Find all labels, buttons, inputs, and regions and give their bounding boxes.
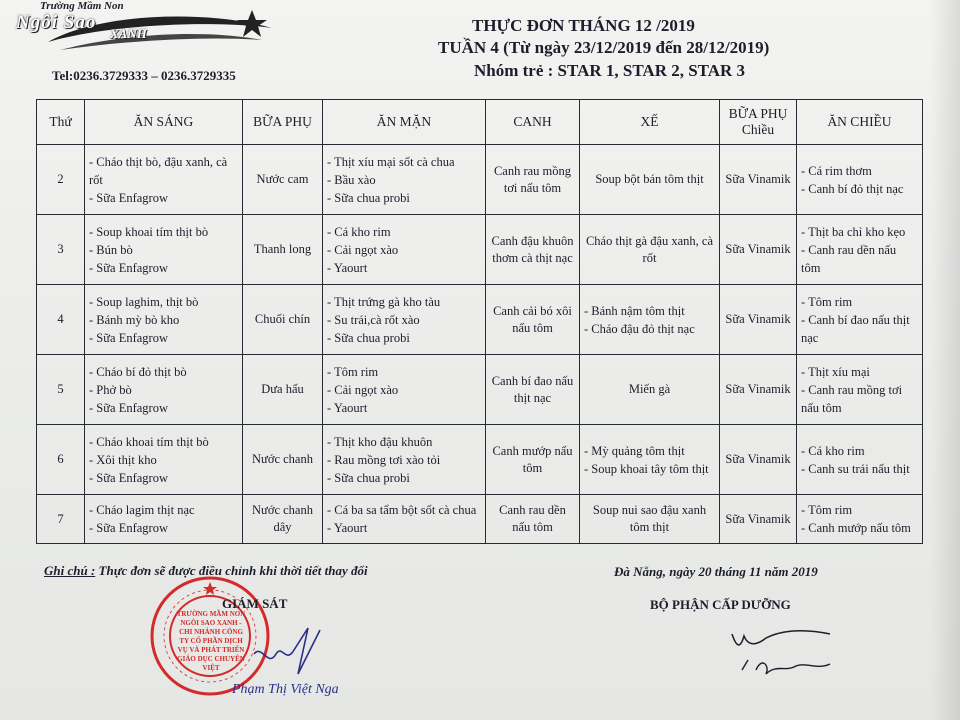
menu-item: - Canh mướp nấu tôm: [801, 519, 918, 537]
phone-numbers: Tel:0236.3729333 – 0236.3729335: [52, 68, 236, 83]
menu-item: - Tôm rim: [327, 363, 481, 381]
cell-afternoon-snack: Cháo thịt gà đậu xanh, cà rốt: [580, 215, 720, 285]
menu-item: - Sữa chua probi: [327, 329, 481, 347]
menu-item: - Canh bí đao nấu thịt nạc: [801, 311, 918, 347]
menu-item: - Soup laghim, thịt bò: [89, 293, 238, 311]
cell-breakfast: [85, 495, 243, 544]
menu-title: THỰC ĐƠN THÁNG 12 /2019: [472, 16, 695, 35]
cell-lunch: [323, 495, 486, 544]
cell-breakfast: [85, 145, 243, 215]
cell-lunch: [323, 285, 486, 355]
cell-pm-snack: Sữa Vinamik: [720, 425, 797, 495]
cell-pm-snack: Sữa Vinamik: [720, 285, 797, 355]
cell-day: 7: [37, 495, 85, 544]
table-header-row: [37, 100, 923, 145]
menu-table: [36, 99, 923, 544]
cell-day: 2: [37, 145, 85, 215]
table-row: [37, 145, 923, 215]
menu-item: - Thịt trứng gà kho tàu: [327, 293, 481, 311]
header-lunch: ĂN MẶN: [323, 100, 486, 145]
cell-lunch: [323, 425, 486, 495]
cell-soup: Canh đậu khuôn thơm cà thịt nạc: [486, 215, 580, 285]
menu-item: - Canh su trái nấu thịt: [801, 460, 918, 478]
menu-item: - Bầu xào: [327, 171, 481, 189]
cell-pm-snack: Sữa Vinamik: [720, 215, 797, 285]
cell-soup: Canh mướp nấu tôm: [486, 425, 580, 495]
cell-pm-snack: Sữa Vinamik: [720, 495, 797, 544]
cell-snack: Dưa hấu: [243, 355, 323, 425]
menu-item: - Thịt xíu mại: [801, 363, 918, 381]
cell-dinner: [797, 495, 923, 544]
note-label: Ghi chú :: [44, 563, 96, 578]
cell-afternoon-snack: Soup nui sao đậu xanh tôm thịt: [580, 495, 720, 544]
kitchen-label: BỘ PHẬN CẤP DƯỠNG: [650, 597, 791, 612]
cell-lunch: [323, 355, 486, 425]
menu-item: - Bún bò: [89, 241, 238, 259]
menu-item: - Sữa Enfagrow: [89, 259, 238, 277]
menu-item: - Yaourt: [327, 519, 481, 537]
header-afternoon-snack: XẾ: [580, 100, 720, 145]
table-body: [37, 145, 923, 544]
cell-soup: Canh cải bó xôi nấu tôm: [486, 285, 580, 355]
table-row: [37, 215, 923, 285]
menu-item: - Thịt xíu mại sốt cà chua: [327, 153, 481, 171]
table-row: [37, 425, 923, 495]
menu-item: - Sữa Enfagrow: [89, 329, 238, 347]
logo-top-text: Trường Mầm Non: [40, 0, 124, 12]
cell-snack: Nước chanh: [243, 425, 323, 495]
cell-afternoon-snack: [580, 425, 720, 495]
cell-pm-snack: Sữa Vinamik: [720, 355, 797, 425]
header-dinner: ĂN CHIỀU: [797, 100, 923, 145]
menu-item: - Soup khoai tây tôm thịt: [584, 460, 715, 478]
cell-breakfast: [85, 215, 243, 285]
supervisor-label: GIÁM SÁT: [222, 596, 288, 611]
table-row: [37, 285, 923, 355]
header-pm-snack: BỮA PHỤ Chiều: [720, 100, 797, 145]
menu-item: - Cá kho rim: [327, 223, 481, 241]
cell-afternoon-snack: Miến gà: [580, 355, 720, 425]
menu-item: - Mỳ quảng tôm thịt: [584, 442, 715, 460]
menu-item: - Yaourt: [327, 259, 481, 277]
menu-item: - Thịt kho đậu khuôn: [327, 433, 481, 451]
cell-dinner: [797, 215, 923, 285]
menu-item: - Sữa Enfagrow: [89, 519, 238, 537]
supervisor-signature: [250, 624, 330, 680]
menu-item: - Sữa Enfagrow: [89, 399, 238, 417]
menu-item: - Canh bí đỏ thịt nạc: [801, 180, 918, 198]
menu-item: - Canh rau dền nấu tôm: [801, 241, 918, 277]
menu-item: - Xôi thịt kho: [89, 451, 238, 469]
cell-day: 6: [37, 425, 85, 495]
header-breakfast: ĂN SÁNG: [85, 100, 243, 145]
cell-dinner: [797, 145, 923, 215]
menu-item: - Yaourt: [327, 399, 481, 417]
menu-item: - Sữa chua probi: [327, 189, 481, 207]
cell-breakfast: [85, 355, 243, 425]
menu-item: - Cải ngọt xào: [327, 241, 481, 259]
table-row: [37, 495, 923, 544]
cell-day: 5: [37, 355, 85, 425]
cell-breakfast: [85, 425, 243, 495]
menu-item: - Cá rim thơm: [801, 162, 918, 180]
cell-dinner: [797, 425, 923, 495]
logo-main-text: Ngôi Sao: [16, 12, 97, 33]
cell-day: 3: [37, 215, 85, 285]
menu-item: - Sữa chua probi: [327, 469, 481, 487]
table-row: [37, 355, 923, 425]
cell-soup: Canh rau mồng tơi nấu tôm: [486, 145, 580, 215]
menu-item: - Canh rau mồng tơi nấu tôm: [801, 381, 918, 417]
cell-dinner: [797, 285, 923, 355]
menu-item: - Cải ngọt xào: [327, 381, 481, 399]
menu-item: - Cá ba sa tẩm bột sốt cà chua: [327, 501, 481, 519]
cell-dinner: [797, 355, 923, 425]
stamp-text: TRƯỜNG MẦM NON NGÔI SAO XANH - CHI NHÁNH CÔNG TY CỔ PHẦN DỊCH VỤ VÀ PHÁT TRIỂN GIÁO DỤC CHUYÊN VIỆT: [176, 610, 246, 672]
menu-item: - Tôm rim: [801, 501, 918, 519]
menu-item: - Cá kho rim: [801, 442, 918, 460]
cell-pm-snack: Sữa Vinamik: [720, 145, 797, 215]
menu-item: - Cháo khoai tím thịt bò: [89, 433, 238, 451]
cell-lunch: [323, 145, 486, 215]
menu-item: - Sữa Enfagrow: [89, 189, 238, 207]
menu-item: - Rau mồng tơi xào tỏi: [327, 451, 481, 469]
menu-item: - Cháo thịt bò, đậu xanh, cà rốt: [89, 153, 238, 189]
cell-afternoon-snack: Soup bột bán tôm thịt: [580, 145, 720, 215]
header-day: Thứ: [37, 100, 85, 145]
menu-item: - Cháo đậu đỏ thịt nạc: [584, 320, 715, 338]
group-names: Nhóm trẻ : STAR 1, STAR 2, STAR 3: [474, 61, 746, 80]
header-soup: CANH: [486, 100, 580, 145]
cell-day: 4: [37, 285, 85, 355]
cell-snack: Nước cam: [243, 145, 323, 215]
menu-item: - Tôm rim: [801, 293, 918, 311]
week-range: TUẦN 4 (Từ ngày 23/12/2019 đến 28/12/2019): [438, 38, 770, 57]
cell-snack: Chuối chín: [243, 285, 323, 355]
menu-item: - Phở bò: [89, 381, 238, 399]
cell-snack: Thanh long: [243, 215, 323, 285]
cell-breakfast: [85, 285, 243, 355]
menu-item: - Bánh nậm tôm thịt: [584, 302, 715, 320]
menu-item: - Su trái,cà rốt xào: [327, 311, 481, 329]
note-text: Thực đơn sẽ được điều chỉnh khi thời tiết thay đổi: [95, 563, 368, 578]
menu-item: - Sữa Enfagrow: [89, 469, 238, 487]
header-snack: BỮA PHỤ: [243, 100, 323, 145]
menu-item: - Soup khoai tím thịt bò: [89, 223, 238, 241]
cell-lunch: [323, 215, 486, 285]
menu-item: - Thịt ba chỉ kho kẹo: [801, 223, 918, 241]
cell-soup: Canh rau dền nấu tôm: [486, 495, 580, 544]
place-date: Đà Nẵng, ngày 20 tháng 11 năm 2019: [614, 564, 818, 579]
cell-snack: Nước chanh dây: [243, 495, 323, 544]
logo-sub-text: XANH: [110, 26, 147, 41]
kitchen-signature: [726, 616, 846, 686]
cell-afternoon-snack: [580, 285, 720, 355]
menu-item: - Cháo bí đỏ thịt bò: [89, 363, 238, 381]
supervisor-name: Phạm Thị Việt Nga: [232, 682, 339, 697]
menu-item: - Bánh mỳ bò kho: [89, 311, 238, 329]
cell-soup: Canh bí đao nấu thịt nạc: [486, 355, 580, 425]
menu-item: - Cháo lagim thịt nạc: [89, 501, 238, 519]
